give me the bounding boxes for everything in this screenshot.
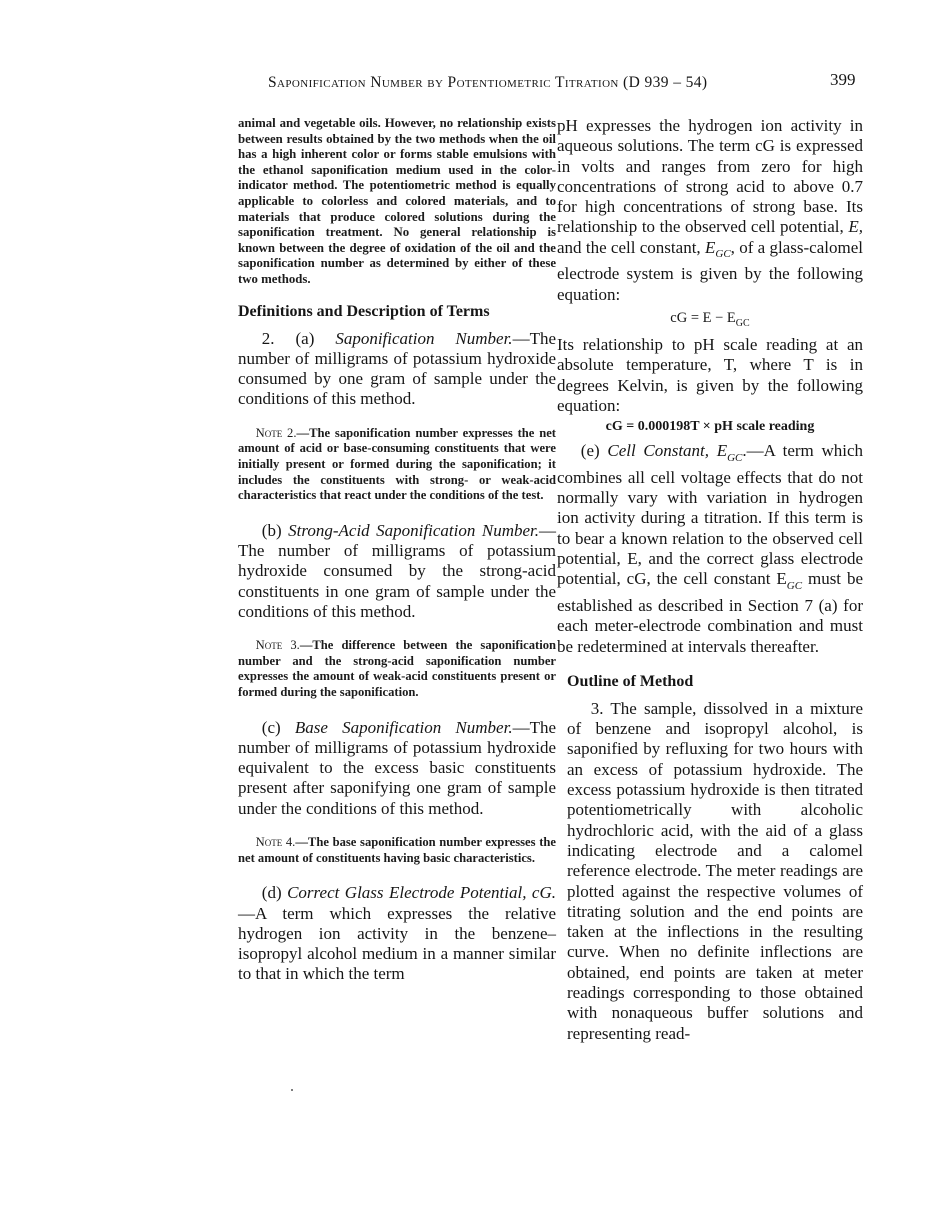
equation-cg-ph: cG = 0.000198T × pH scale reading <box>605 419 815 435</box>
right-column <box>557 116 863 1044</box>
equation-cg-cell-potential <box>557 310 863 329</box>
page-header <box>268 70 868 100</box>
page-number: 399 <box>830 70 856 89</box>
definition-a-text: —The number of milligrams of potassium hydroxide consumed by one gram of sample under the conditions of this method. <box>238 328 556 409</box>
cg-definition-continued <box>557 116 863 305</box>
symbol-egc: E <box>704 237 716 257</box>
definition-d-title: Correct Glass Electrode Potential, cG. <box>287 883 556 903</box>
definition-d <box>238 883 556 984</box>
definition-e-text-end: must be established as described in Section 7 (a) for each meter-electrode combination and must be redetermined at intervals thereafter. <box>557 569 863 656</box>
definition-b-number: (b) <box>261 520 282 540</box>
definition-c-number: (c) <box>261 717 281 737</box>
equation-1-subscript: GC <box>735 317 750 329</box>
cg-definition-end: , of a glass-calomel electrode system is given by the following equation: <box>557 237 863 304</box>
definition-b-title: Strong-Acid Saponification Number. <box>288 520 539 540</box>
symbol-e: E, <box>848 217 863 237</box>
definition-e-subscript: GC <box>727 451 743 464</box>
scan-speck <box>291 1089 293 1091</box>
definition-b <box>238 521 556 622</box>
note-3-label: Note 3. <box>255 638 300 653</box>
definition-a-title: Saponification Number. <box>335 328 513 348</box>
intro-paragraph: animal and vegetable oils. However, no relationship exists between results obtained by the two methods when the oil has a high inherent color or forms stable emulsions with the ethanol saponification medium used in the color-indicator method. The potentiometric method is equally applicable to colorless and colored materials, and to materials that produce colored solutions during the saponification treatment. No general relationship is known between the degree of oxidation of the oil and the saponification number as determined by either of these two methods. <box>238 116 556 286</box>
definition-a <box>238 329 556 410</box>
left-column <box>238 116 556 985</box>
note-3-text: —The difference between the saponification number and the strong-acid saponification number expresses the amount of weak-acid constituents present or formed during the saponification. <box>238 638 556 699</box>
note-2-label: Note 2. <box>255 425 297 440</box>
equation-1-main: cG = E − E <box>670 310 736 327</box>
definition-c-text: —The number of milligrams of potassium hydroxide equivalent to the excess basic constituents present after saponifying one gram of sample under the conditions of this method. <box>238 717 557 818</box>
note-3 <box>238 638 556 700</box>
definition-c-title: Base Saponification Number. <box>294 717 513 737</box>
section-heading-definitions: Definitions and Description of Terms <box>238 302 490 320</box>
cg-definition-text: pH expresses the hydrogen ion activity in aqueous solutions. The term cG is expressed in volts and ranges from zero for high concentrations of strong acid to above 0.7 for high concentrations of strong base. Its relationship to the observed cell potential, <box>557 116 863 237</box>
definition-d-text: —A term which expresses the relative hydrogen ion activity in the benzene–isopropyl alcohol medium in a manner similar to that in which the term <box>238 903 556 984</box>
ph-relationship-paragraph: Its relationship to pH scale reading at an absolute temperature, T, where T is in degrees Kelvin, is given by the following equation: <box>557 334 863 415</box>
running-title: Saponification Number by Potentiometric Titration (D 939 – 54) <box>268 74 708 91</box>
definition-e-number: (e) <box>580 441 600 461</box>
section-heading-outline: Outline of Method <box>567 672 694 690</box>
cg-definition-mid: and the cell constant, <box>557 237 701 257</box>
definition-e-title: Cell Constant, E <box>607 441 728 461</box>
definition-d-number: (d) <box>261 883 282 903</box>
definition-b-text: —The number of milligrams of potassium hydroxide consumed by the strong-acid constituents in one gram of sample under the conditions of this method. <box>238 520 556 621</box>
definition-e <box>557 441 863 657</box>
note-4-label: Note 4. <box>255 835 296 850</box>
definition-c <box>238 718 556 819</box>
note-4 <box>238 835 556 866</box>
definition-e-text: .—A term which combines all cell voltage effects that do not normally vary with variation in hydrogen ion activity during a titration. If this term is to bear a known relation to the observed cell potential, E, and the correct glass electrode potential, cG, the cell constant E <box>557 441 863 589</box>
symbol-egc-subscript: GC <box>715 248 731 261</box>
definition-e-subscript-2: GC <box>786 579 803 592</box>
note-2 <box>238 426 556 504</box>
note-2-text: —The saponification number expresses the net amount of acid or base-consuming constituents that were initially present or formed during the saponification; it includes the constituents with strong- or weak-acid characteristics that react under the conditions of the test. <box>238 425 556 503</box>
definition-a-number: 2. (a) <box>261 328 315 348</box>
outline-paragraph: 3. The sample, dissolved in a mixture of benzene and isopropyl alcohol, is saponified by refluxing for two hours with an excess of potassium hydroxide. The excess potassium hydroxide is then titrated potentiometrically with alcoholic hydrochloric acid, with the aid of a glass indicating electrode and a calomel reference electrode. The meter readings are plotted against the respective volumes of titrating solution and the end points are taken at the inflections in the resulting curve. When no definite inflections are obtained, end points are taken at meter readings corresponding to those obtained with nonaqueous buffer solutions and representing read- <box>567 698 863 1043</box>
note-4-text: —The base saponification number expresses the net amount of constituents having basic characteristics. <box>238 835 556 865</box>
